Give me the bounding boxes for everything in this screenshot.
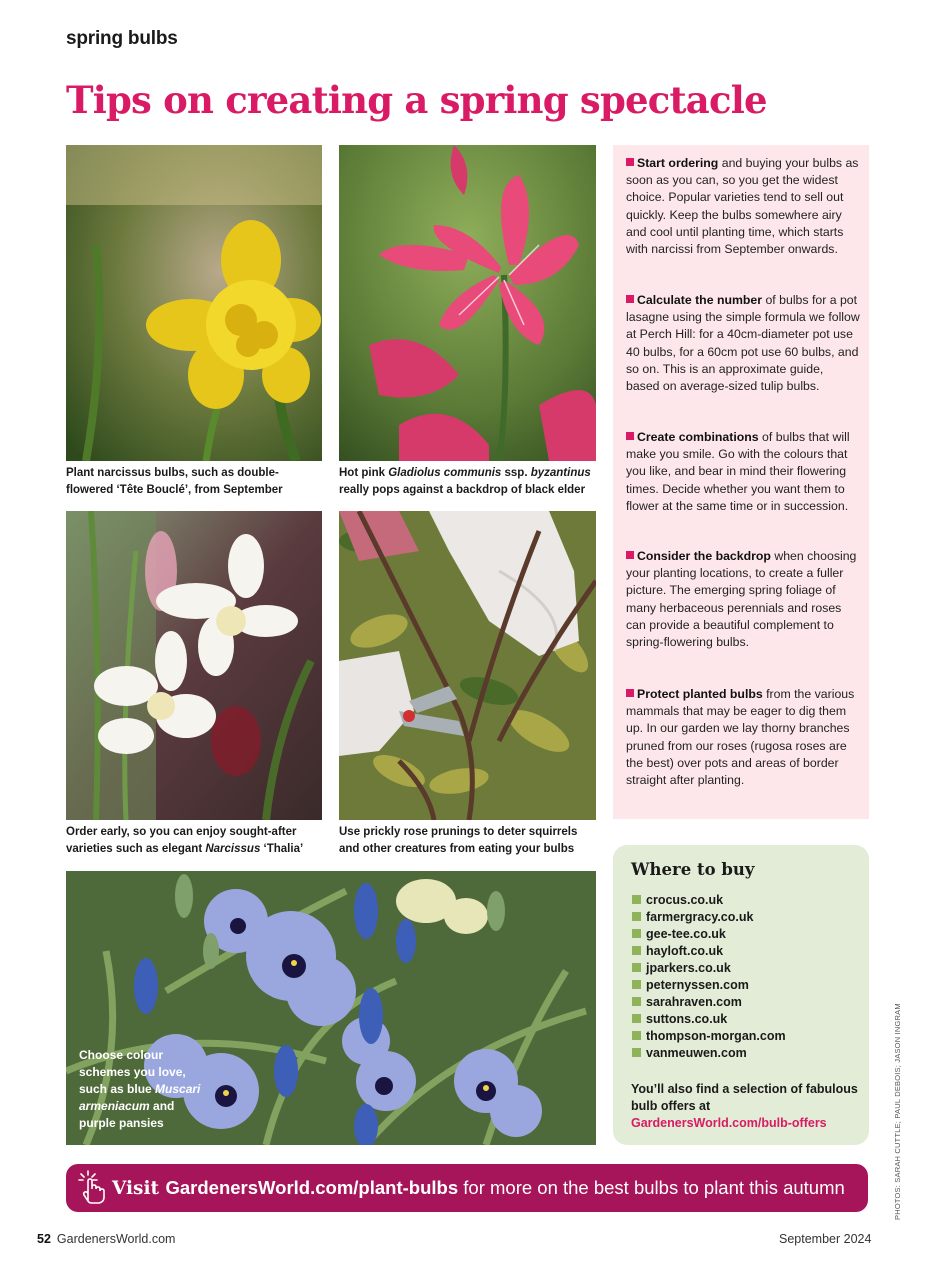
where-to-buy-title: Where to buy	[631, 860, 755, 879]
bullet-square-icon	[626, 689, 634, 697]
tip-start-ordering: Start ordering and buying your bulbs as soon as you can, so you get the widest choice. Popular varieties tend to sell out quickly. Keep the bulbs somewhere airy and cool until planting time, which starts with narcissi from September onwards.	[626, 156, 859, 257]
list-item: jparkers.co.uk	[632, 960, 731, 977]
list-item: vanmeuwen.com	[632, 1045, 747, 1062]
caption-gladiolus: Hot pink Gladiolus communis ssp. byzantinus really pops against a backdrop of black elder	[339, 467, 591, 496]
plant-bulbs-link[interactable]: GardenersWorld.com/plant-bulbs	[165, 1177, 459, 1198]
list-item: gee-tee.co.uk	[632, 926, 726, 943]
footer-site: GardenersWorld.com	[56, 1232, 176, 1246]
photo-muscari-pansies	[66, 871, 596, 1145]
tip-consider-backdrop: Consider the backdrop when choosing your planting locations, to create a fuller picture. The emerging spring foliage of many herbaceous perennials and roses can provide a beautiful complement to spring-flowering bulbs.	[626, 549, 857, 650]
bullet-square-icon	[632, 963, 641, 972]
page-title: Tips on creating a spring spectacle	[66, 78, 767, 122]
tip-protect-bulbs: Protect planted bulbs from the various mammals that may be eager to dig them up. In our garden we lay thorny branches pruned from our roses (rugosa roses are the best) over pots and areas of border straight after planting.	[626, 687, 855, 788]
photo-thalia	[66, 511, 322, 820]
bullet-square-icon	[626, 295, 634, 303]
bulb-offers-note: You’ll also find a selection of fabulous bulb offers at GardenersWorld.com/bulb-offers	[631, 1082, 858, 1130]
list-item: peternyssen.com	[632, 977, 749, 994]
bulb-offers-link[interactable]: GardenersWorld.com/bulb-offers	[631, 1116, 827, 1130]
banner-text: Visit GardenersWorld.com/plant-bulbs for more on the best bulbs to plant this autumn	[112, 1177, 845, 1199]
caption-muscari-pansies: Choose colour schemes you love, such as blue Muscari armeniacum and purple pansies	[79, 1048, 201, 1130]
bullet-square-icon	[626, 432, 634, 440]
bullet-square-icon	[632, 1048, 641, 1057]
bullet-square-icon	[632, 1014, 641, 1023]
bullet-square-icon	[626, 551, 634, 559]
photo-narcissus	[66, 145, 322, 461]
section-label: spring bulbs	[66, 28, 178, 49]
caption-thalia: Order early, so you can enjoy sought-after varieties such as elegant Narcissus ‘Thalia’	[66, 826, 304, 855]
bullet-square-icon	[632, 997, 641, 1006]
list-item: hayloft.co.uk	[632, 943, 723, 960]
caption-narcissus: Plant narcissus bulbs, such as double-flowered ‘Tête Bouclé’, from September	[66, 467, 283, 496]
footer-page-info	[37, 1232, 175, 1246]
bullet-square-icon	[632, 980, 641, 989]
tip-create-combinations: Create combinations of bulbs that will make you smile. Go with the colours that you like, and bear in mind their flowering times. Decide whether you want them to flower at the same time or in succession.	[626, 430, 850, 513]
tip-calculate-number: Calculate the number of bulbs for a pot lasagne using the simple formula we follow at Perch Hill: for a 40cm-diameter pot use 40 bulbs, for a 60cm pot use 60 bulbs, and so on. This is an approximate guide, based on average-sized tulip bulbs.	[626, 293, 860, 394]
bullet-square-icon	[632, 1031, 641, 1040]
list-item: thompson-morgan.com	[632, 1028, 786, 1045]
bullet-square-icon	[632, 929, 641, 938]
caption-rose-prunings: Use prickly rose prunings to deter squirrels and other creatures from eating your bulbs	[339, 826, 578, 855]
photo-gladiolus	[339, 145, 596, 461]
list-item: sarahraven.com	[632, 994, 742, 1011]
bullet-square-icon	[632, 912, 641, 921]
photo-credit: PHOTOS: SARAH CUTTLE; PAUL DEBOIS; JASON INGRAM	[893, 1003, 902, 1220]
tap-hand-icon	[78, 1169, 106, 1205]
bullet-square-icon	[626, 158, 634, 166]
photo-rose-prunings	[339, 511, 596, 820]
bullet-square-icon	[632, 895, 641, 904]
footer-date: September 2024	[779, 1232, 872, 1246]
page-number: 52	[37, 1232, 51, 1246]
bullet-square-icon	[632, 946, 641, 955]
list-item: suttons.co.uk	[632, 1011, 727, 1028]
list-item: crocus.co.uk	[632, 892, 723, 909]
list-item: farmergracy.co.uk	[632, 909, 753, 926]
